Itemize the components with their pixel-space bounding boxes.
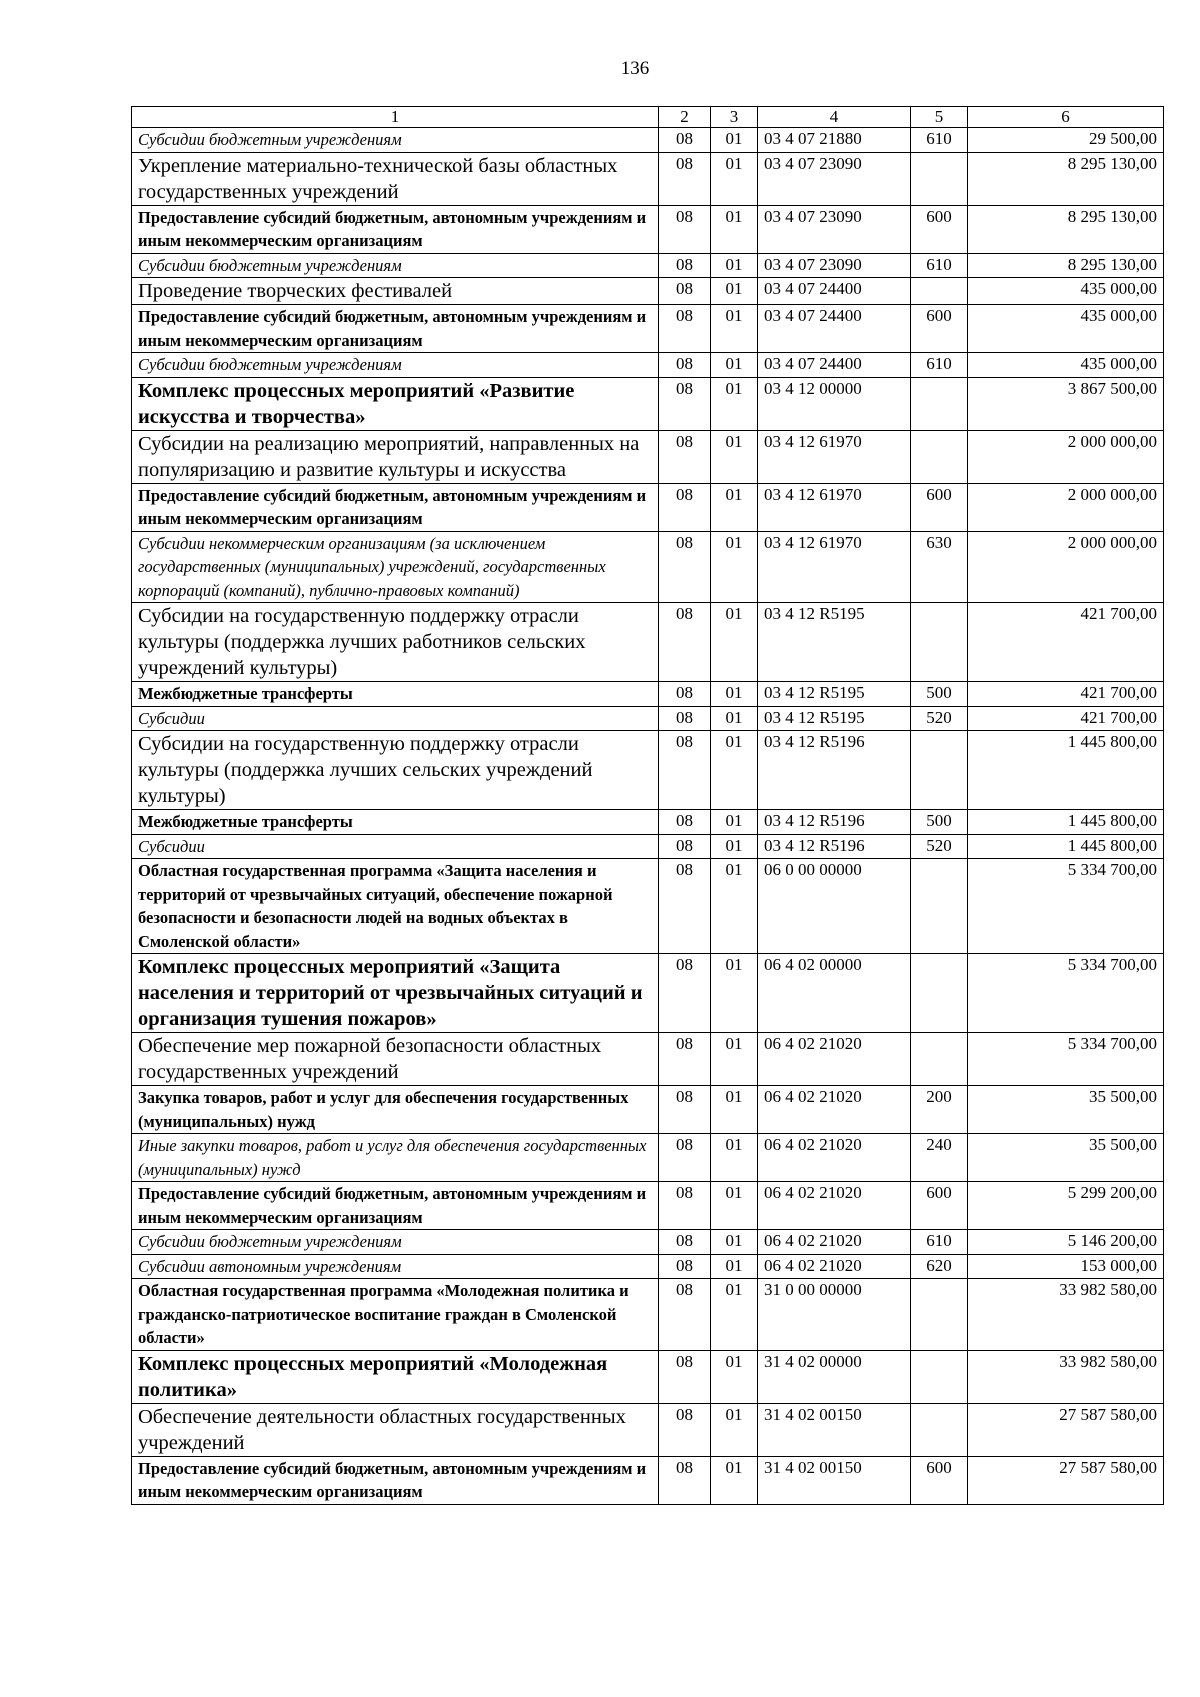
row-target-item-code: 03 4 07 21880 xyxy=(758,128,911,153)
row-section-code: 08 xyxy=(659,1456,711,1504)
row-name: Субсидии xyxy=(132,834,659,859)
table-row xyxy=(132,128,1164,153)
row-amount: 435 000,00 xyxy=(968,278,1164,305)
row-target-item-code: 03 4 07 24400 xyxy=(758,278,911,305)
row-section-code: 08 xyxy=(659,810,711,835)
row-target-item-code: 03 4 12 61970 xyxy=(758,430,911,483)
row-target-item-code: 06 4 02 00000 xyxy=(758,954,911,1033)
row-expense-type-code xyxy=(911,377,968,430)
row-section-code: 08 xyxy=(659,305,711,353)
table-row xyxy=(132,483,1164,531)
column-header-section: 2 xyxy=(659,107,711,128)
row-amount: 153 000,00 xyxy=(968,1254,1164,1279)
row-amount: 35 500,00 xyxy=(968,1086,1164,1134)
table-header-row xyxy=(132,107,1164,128)
table-row xyxy=(132,1230,1164,1255)
row-subsection-code: 01 xyxy=(711,682,758,707)
table-row xyxy=(132,430,1164,483)
row-expense-type-code xyxy=(911,1279,968,1351)
row-subsection-code: 01 xyxy=(711,1350,758,1403)
column-header-expense-type: 5 xyxy=(911,107,968,128)
row-name: Субсидии бюджетным учреждениям xyxy=(132,253,659,278)
row-name: Предоставление субсидий бюджетным, автономным учреждениям и иным некоммерческим организациям xyxy=(132,305,659,353)
table-row xyxy=(132,706,1164,731)
row-section-code: 08 xyxy=(659,1254,711,1279)
row-amount: 421 700,00 xyxy=(968,603,1164,682)
row-section-code: 08 xyxy=(659,682,711,707)
row-subsection-code: 01 xyxy=(711,1230,758,1255)
row-subsection-code: 01 xyxy=(711,353,758,378)
row-name: Субсидии xyxy=(132,706,659,731)
row-section-code: 08 xyxy=(659,1230,711,1255)
row-expense-type-code: 600 xyxy=(911,483,968,531)
row-target-item-code: 06 4 02 21020 xyxy=(758,1086,911,1134)
table-row xyxy=(132,377,1164,430)
row-amount: 2 000 000,00 xyxy=(968,531,1164,603)
table-row xyxy=(132,1279,1164,1351)
row-amount: 3 867 500,00 xyxy=(968,377,1164,430)
row-section-code: 08 xyxy=(659,278,711,305)
row-amount: 5 334 700,00 xyxy=(968,954,1164,1033)
row-target-item-code: 06 4 02 21020 xyxy=(758,1033,911,1086)
table-row xyxy=(132,1086,1164,1134)
row-target-item-code: 06 4 02 21020 xyxy=(758,1134,911,1182)
row-target-item-code: 06 4 02 21020 xyxy=(758,1254,911,1279)
row-expense-type-code xyxy=(911,152,968,205)
row-target-item-code: 03 4 12 00000 xyxy=(758,377,911,430)
row-name: Межбюджетные трансферты xyxy=(132,682,659,707)
row-name: Субсидии на реализацию мероприятий, направленных на популяризацию и развитие культуры и искусства xyxy=(132,430,659,483)
row-name: Обеспечение мер пожарной безопасности областных государственных учреждений xyxy=(132,1033,659,1086)
row-amount: 2 000 000,00 xyxy=(968,483,1164,531)
table-row xyxy=(132,353,1164,378)
row-name: Проведение творческих фестивалей xyxy=(132,278,659,305)
column-header-name: 1 xyxy=(132,107,659,128)
row-section-code: 08 xyxy=(659,1403,711,1456)
row-target-item-code: 03 4 12 R5195 xyxy=(758,682,911,707)
row-section-code: 08 xyxy=(659,834,711,859)
row-name: Субсидии бюджетным учреждениям xyxy=(132,1230,659,1255)
row-section-code: 08 xyxy=(659,954,711,1033)
row-name: Субсидии автономным учреждениям xyxy=(132,1254,659,1279)
row-subsection-code: 01 xyxy=(711,810,758,835)
row-target-item-code: 03 4 07 24400 xyxy=(758,353,911,378)
row-subsection-code: 01 xyxy=(711,1033,758,1086)
table-row xyxy=(132,278,1164,305)
row-expense-type-code: 610 xyxy=(911,353,968,378)
table-row xyxy=(132,1254,1164,1279)
row-expense-type-code: 610 xyxy=(911,253,968,278)
row-subsection-code: 01 xyxy=(711,305,758,353)
row-name: Областная государственная программа «Защита населения и территорий от чрезвычайных ситуаций, обеспечение пожарной безопасности и безопасности людей на водных объектах в Смоленской области» xyxy=(132,859,659,954)
row-name: Укрепление материально-технической базы областных государственных учреждений xyxy=(132,152,659,205)
page-number: 136 xyxy=(620,58,650,79)
row-target-item-code: 31 0 00 00000 xyxy=(758,1279,911,1351)
row-target-item-code: 03 4 12 R5196 xyxy=(758,731,911,810)
row-target-item-code: 06 0 00 00000 xyxy=(758,859,911,954)
row-name: Субсидии бюджетным учреждениям xyxy=(132,353,659,378)
row-amount: 421 700,00 xyxy=(968,706,1164,731)
table-row xyxy=(132,1033,1164,1086)
row-target-item-code: 03 4 12 61970 xyxy=(758,483,911,531)
row-expense-type-code: 240 xyxy=(911,1134,968,1182)
row-section-code: 08 xyxy=(659,603,711,682)
row-expense-type-code: 520 xyxy=(911,834,968,859)
table-row xyxy=(132,1350,1164,1403)
table-body xyxy=(132,128,1164,1505)
row-section-code: 08 xyxy=(659,1350,711,1403)
row-expense-type-code: 630 xyxy=(911,531,968,603)
row-subsection-code: 01 xyxy=(711,128,758,153)
table-row xyxy=(132,954,1164,1033)
row-subsection-code: 01 xyxy=(711,531,758,603)
row-subsection-code: 01 xyxy=(711,205,758,253)
row-subsection-code: 01 xyxy=(711,731,758,810)
row-expense-type-code: 610 xyxy=(911,1230,968,1255)
row-target-item-code: 03 4 12 R5196 xyxy=(758,810,911,835)
row-expense-type-code xyxy=(911,954,968,1033)
row-section-code: 08 xyxy=(659,253,711,278)
row-expense-type-code xyxy=(911,859,968,954)
row-amount: 8 295 130,00 xyxy=(968,253,1164,278)
row-amount: 2 000 000,00 xyxy=(968,430,1164,483)
row-amount: 1 445 800,00 xyxy=(968,810,1164,835)
row-amount: 33 982 580,00 xyxy=(968,1279,1164,1351)
row-subsection-code: 01 xyxy=(711,859,758,954)
row-name: Комплекс процессных мероприятий «Молодежная политика» xyxy=(132,1350,659,1403)
row-name: Иные закупки товаров, работ и услуг для обеспечения государственных (муниципальных) нужд xyxy=(132,1134,659,1182)
budget-table xyxy=(131,106,1164,1505)
table-row xyxy=(132,531,1164,603)
row-expense-type-code xyxy=(911,1403,968,1456)
row-target-item-code: 03 4 07 23090 xyxy=(758,152,911,205)
row-expense-type-code xyxy=(911,278,968,305)
row-name: Комплекс процессных мероприятий «Защита населения и территорий от чрезвычайных ситуаций и организация тушения пожаров» xyxy=(132,954,659,1033)
row-target-item-code: 03 4 12 R5195 xyxy=(758,706,911,731)
row-target-item-code: 06 4 02 21020 xyxy=(758,1230,911,1255)
row-expense-type-code xyxy=(911,731,968,810)
row-section-code: 08 xyxy=(659,1086,711,1134)
row-amount: 33 982 580,00 xyxy=(968,1350,1164,1403)
row-section-code: 08 xyxy=(659,377,711,430)
row-amount: 5 334 700,00 xyxy=(968,859,1164,954)
row-name: Субсидии некоммерческим организациям (за исключением государственных (муниципальных) учреждений, государственных корпораций (компаний), публично-правовых компаний) xyxy=(132,531,659,603)
table-row xyxy=(132,834,1164,859)
row-subsection-code: 01 xyxy=(711,1086,758,1134)
row-target-item-code: 31 4 02 00150 xyxy=(758,1456,911,1504)
row-target-item-code: 03 4 12 R5196 xyxy=(758,834,911,859)
row-expense-type-code xyxy=(911,1033,968,1086)
row-name: Предоставление субсидий бюджетным, автономным учреждениям и иным некоммерческим организациям xyxy=(132,205,659,253)
row-amount: 8 295 130,00 xyxy=(968,205,1164,253)
column-header-subsection: 3 xyxy=(711,107,758,128)
table-row xyxy=(132,1182,1164,1230)
row-name: Субсидии на государственную поддержку отрасли культуры (поддержка лучших работников сельских учреждений культуры) xyxy=(132,603,659,682)
row-section-code: 08 xyxy=(659,1134,711,1182)
row-subsection-code: 01 xyxy=(711,1182,758,1230)
row-subsection-code: 01 xyxy=(711,152,758,205)
row-subsection-code: 01 xyxy=(711,1134,758,1182)
row-name: Комплекс процессных мероприятий «Развитие искусства и творчества» xyxy=(132,377,659,430)
row-section-code: 08 xyxy=(659,483,711,531)
row-section-code: 08 xyxy=(659,353,711,378)
row-target-item-code: 31 4 02 00000 xyxy=(758,1350,911,1403)
table-row xyxy=(132,810,1164,835)
table-row xyxy=(132,731,1164,810)
table-row xyxy=(132,682,1164,707)
row-expense-type-code: 620 xyxy=(911,1254,968,1279)
row-subsection-code: 01 xyxy=(711,1403,758,1456)
row-section-code: 08 xyxy=(659,152,711,205)
row-subsection-code: 01 xyxy=(711,483,758,531)
row-amount: 27 587 580,00 xyxy=(968,1456,1164,1504)
row-expense-type-code: 600 xyxy=(911,305,968,353)
row-section-code: 08 xyxy=(659,1182,711,1230)
row-subsection-code: 01 xyxy=(711,278,758,305)
table-row xyxy=(132,859,1164,954)
row-name: Субсидии бюджетным учреждениям xyxy=(132,128,659,153)
row-expense-type-code: 500 xyxy=(911,810,968,835)
row-amount: 35 500,00 xyxy=(968,1134,1164,1182)
row-target-item-code: 03 4 07 23090 xyxy=(758,253,911,278)
row-amount: 5 299 200,00 xyxy=(968,1182,1164,1230)
row-subsection-code: 01 xyxy=(711,1254,758,1279)
row-expense-type-code xyxy=(911,1350,968,1403)
row-section-code: 08 xyxy=(659,1279,711,1351)
row-subsection-code: 01 xyxy=(711,1279,758,1351)
row-subsection-code: 01 xyxy=(711,430,758,483)
table-row xyxy=(132,205,1164,253)
row-name: Субсидии на государственную поддержку отрасли культуры (поддержка лучших сельских учреждений культуры) xyxy=(132,731,659,810)
row-section-code: 08 xyxy=(659,1033,711,1086)
row-expense-type-code: 610 xyxy=(911,128,968,153)
row-expense-type-code: 600 xyxy=(911,205,968,253)
row-expense-type-code: 600 xyxy=(911,1182,968,1230)
row-section-code: 08 xyxy=(659,531,711,603)
row-name: Предоставление субсидий бюджетным, автономным учреждениям и иным некоммерческим организациям xyxy=(132,1182,659,1230)
row-section-code: 08 xyxy=(659,706,711,731)
row-subsection-code: 01 xyxy=(711,954,758,1033)
column-header-target-item: 4 xyxy=(758,107,911,128)
row-name: Закупка товаров, работ и услуг для обеспечения государственных (муниципальных) нужд xyxy=(132,1086,659,1134)
row-section-code: 08 xyxy=(659,859,711,954)
row-name: Предоставление субсидий бюджетным, автономным учреждениям и иным некоммерческим организациям xyxy=(132,1456,659,1504)
row-expense-type-code: 500 xyxy=(911,682,968,707)
row-subsection-code: 01 xyxy=(711,377,758,430)
row-amount: 29 500,00 xyxy=(968,128,1164,153)
row-section-code: 08 xyxy=(659,430,711,483)
row-name: Областная государственная программа «Молодежная политика и гражданско-патриотическое воспитание граждан в Смоленской области» xyxy=(132,1279,659,1351)
table-row xyxy=(132,152,1164,205)
row-expense-type-code: 200 xyxy=(911,1086,968,1134)
row-section-code: 08 xyxy=(659,128,711,153)
table-row xyxy=(132,603,1164,682)
row-target-item-code: 03 4 12 61970 xyxy=(758,531,911,603)
row-expense-type-code xyxy=(911,603,968,682)
row-amount: 8 295 130,00 xyxy=(968,152,1164,205)
row-expense-type-code: 600 xyxy=(911,1456,968,1504)
row-amount: 421 700,00 xyxy=(968,682,1164,707)
row-target-item-code: 06 4 02 21020 xyxy=(758,1182,911,1230)
row-subsection-code: 01 xyxy=(711,603,758,682)
row-name: Межбюджетные трансферты xyxy=(132,810,659,835)
table-row xyxy=(132,305,1164,353)
row-amount: 1 445 800,00 xyxy=(968,731,1164,810)
row-expense-type-code: 520 xyxy=(911,706,968,731)
row-amount: 1 445 800,00 xyxy=(968,834,1164,859)
row-section-code: 08 xyxy=(659,731,711,810)
row-target-item-code: 31 4 02 00150 xyxy=(758,1403,911,1456)
row-amount: 435 000,00 xyxy=(968,353,1164,378)
row-amount: 435 000,00 xyxy=(968,305,1164,353)
table-row xyxy=(132,1134,1164,1182)
table-row xyxy=(132,1403,1164,1456)
row-target-item-code: 03 4 07 24400 xyxy=(758,305,911,353)
row-subsection-code: 01 xyxy=(711,706,758,731)
row-expense-type-code xyxy=(911,430,968,483)
row-amount: 5 146 200,00 xyxy=(968,1230,1164,1255)
row-name: Обеспечение деятельности областных государственных учреждений xyxy=(132,1403,659,1456)
column-header-amount: 6 xyxy=(968,107,1164,128)
row-name: Предоставление субсидий бюджетным, автономным учреждениям и иным некоммерческим организациям xyxy=(132,483,659,531)
row-subsection-code: 01 xyxy=(711,1456,758,1504)
row-target-item-code: 03 4 12 R5195 xyxy=(758,603,911,682)
row-amount: 27 587 580,00 xyxy=(968,1403,1164,1456)
row-target-item-code: 03 4 07 23090 xyxy=(758,205,911,253)
row-subsection-code: 01 xyxy=(711,834,758,859)
row-section-code: 08 xyxy=(659,205,711,253)
row-subsection-code: 01 xyxy=(711,253,758,278)
table-row xyxy=(132,253,1164,278)
table-row xyxy=(132,1456,1164,1504)
row-amount: 5 334 700,00 xyxy=(968,1033,1164,1086)
